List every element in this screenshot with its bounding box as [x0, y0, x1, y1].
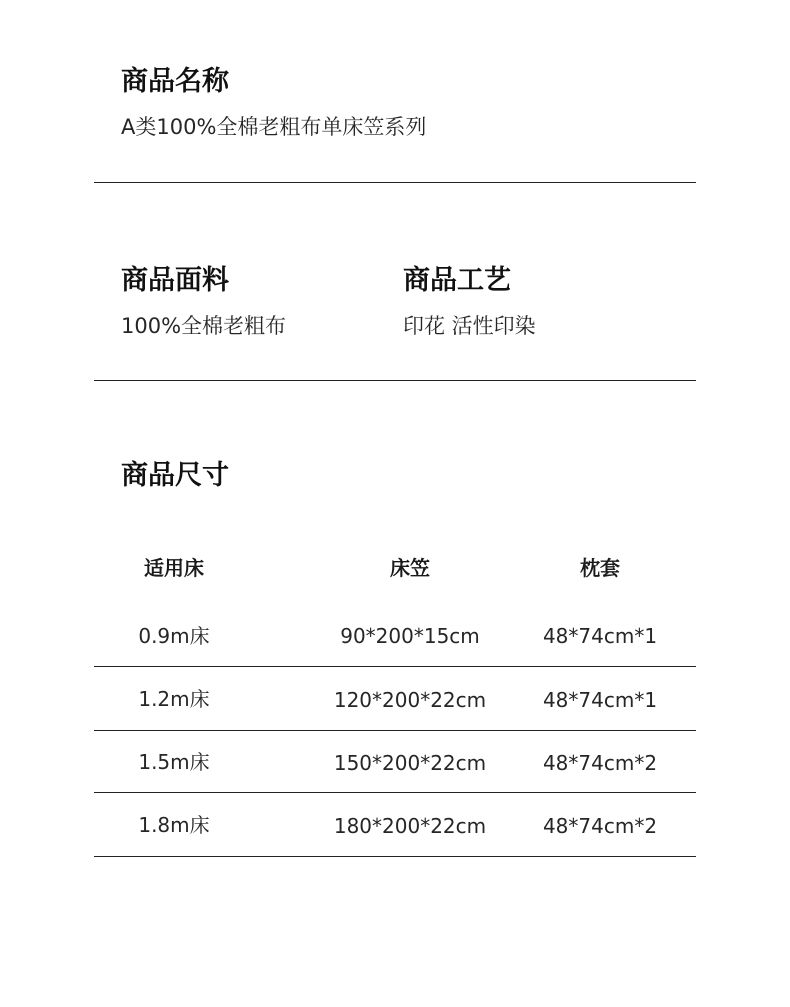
- column-header-fitted-sheet: 床笠: [390, 556, 430, 580]
- sheet-size-cell: 90*200*15cm: [340, 624, 480, 648]
- pillowcase-size-cell: 48*74cm*2: [542, 751, 658, 775]
- pillowcase-size-cell: 48*74cm*2: [542, 814, 658, 838]
- size-heading: 商品尺寸: [121, 460, 229, 491]
- row-divider: [94, 730, 696, 731]
- sheet-size-cell: 180*200*22cm: [333, 814, 487, 838]
- bed-size-cell: 0.9m床: [138, 624, 210, 648]
- craft-value: 印花 活性印染: [403, 314, 536, 338]
- product-name-value: A类100%全棉老粗布单床笠系列: [121, 115, 427, 139]
- row-divider: [94, 792, 696, 793]
- bed-size-cell: 1.5m床: [138, 750, 210, 774]
- product-name-heading: 商品名称: [121, 66, 229, 97]
- row-divider: [94, 666, 696, 667]
- divider: [94, 182, 696, 183]
- bed-size-cell: 1.2m床: [138, 687, 210, 711]
- sheet-size-cell: 120*200*22cm: [333, 688, 487, 712]
- row-divider: [94, 856, 696, 857]
- column-header-bed: 适用床: [144, 556, 204, 580]
- material-value: 100%全棉老粗布: [121, 314, 287, 338]
- sheet-size-cell: 150*200*22cm: [333, 751, 487, 775]
- column-header-pillowcase: 枕套: [580, 556, 620, 580]
- craft-heading: 商品工艺: [403, 265, 511, 296]
- bed-size-cell: 1.8m床: [138, 813, 210, 837]
- pillowcase-size-cell: 48*74cm*1: [542, 624, 658, 648]
- pillowcase-size-cell: 48*74cm*1: [542, 688, 658, 712]
- divider: [94, 380, 696, 381]
- material-heading: 商品面料: [121, 265, 229, 296]
